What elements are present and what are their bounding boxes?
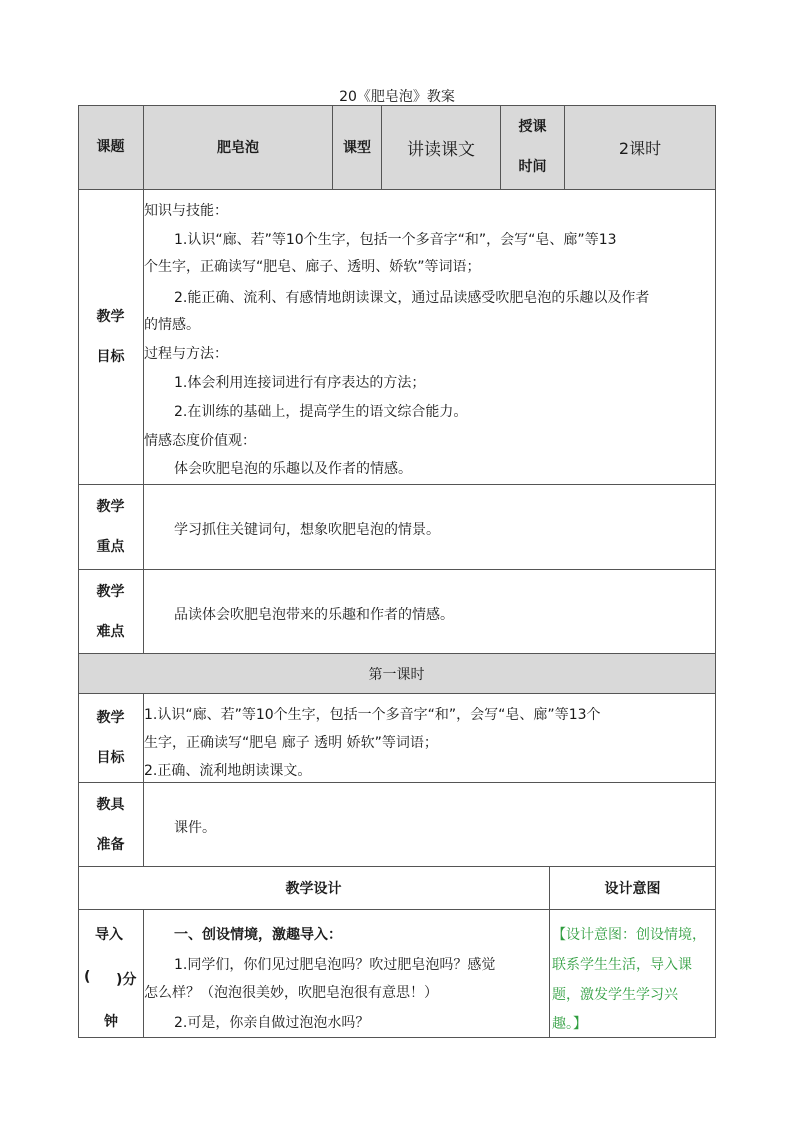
type-value-cell	[382, 105, 501, 190]
intro-label-2-left: (	[84, 969, 91, 985]
intro-line: 2.可是，你亲自做过泡泡水吗？	[174, 1015, 370, 1031]
intent-line: 联系学生生活，导入课	[552, 957, 692, 973]
intro-label-cell	[78, 910, 144, 1038]
key-points-text: 学习抓住关键词句，想象吹肥皂泡的情景。	[174, 522, 440, 538]
intro-intent-cell	[550, 910, 716, 1038]
time-label-2: 时间	[518, 159, 547, 175]
prep-label-2: 准备	[96, 836, 125, 853]
goals-content-cell	[144, 190, 716, 485]
design-header-cell	[78, 867, 550, 910]
prep-content-cell	[144, 783, 716, 867]
time-value: 2课时	[618, 138, 662, 158]
topic-value-cell	[144, 105, 333, 190]
type-value: 讲读课文	[407, 139, 475, 160]
intent-line: 【设计意图：创设情境，	[552, 927, 706, 943]
intro-line: 1.同学们，你们见过肥皂泡吗？吹过肥皂泡吗？感觉	[174, 957, 496, 973]
prep-text: 课件。	[174, 820, 216, 836]
lesson-goals-line: 2.正确、流利地朗读课文。	[144, 763, 312, 779]
goals-line: 的情感。	[144, 317, 200, 333]
goals-label-1: 教学	[96, 309, 125, 325]
key-points-label-2: 重点	[96, 539, 125, 555]
goals-label-2: 目标	[96, 349, 125, 365]
time-label-1: 授课	[518, 119, 547, 135]
goals-line: 1.认识“廊、若”等10个生字，包括一个多音字“和”，会写“皂、廊”等13	[174, 232, 617, 248]
key-points-label-cell	[78, 485, 144, 570]
goals-line: 2.能正确、流利、有感情地朗读课文，通过品读感受吹肥皂泡的乐趣以及作者	[174, 290, 650, 306]
lesson-goals-label-1: 教学	[96, 710, 125, 726]
difficulties-text: 品读体会吹肥皂泡带来的乐趣和作者的情感。	[174, 607, 454, 623]
goals-label-cell	[78, 190, 144, 485]
intro-line: 怎么样？（泡泡很美妙，吹肥皂泡很有意思！）	[144, 985, 438, 1001]
goals-line: 体会吹肥皂泡的乐趣以及作者的情感。	[174, 461, 412, 477]
goals-line: 知识与技能：	[144, 203, 228, 219]
type-label-cell	[333, 105, 382, 190]
lesson-header-cell	[78, 654, 716, 694]
lesson-goals-label-2: 目标	[96, 750, 125, 766]
type-label: 课型	[343, 140, 371, 156]
difficulties-label-1: 教学	[96, 583, 125, 600]
goals-line: 过程与方法：	[144, 346, 228, 362]
goals-line: 个生字，正确读写“肥皂、廊子、透明、娇软”等词语；	[144, 259, 481, 275]
goals-line: 2.在训练的基础上，提高学生的语文综合能力。	[174, 404, 468, 420]
lesson-goals-label-cell	[78, 694, 144, 783]
lesson-header: 第一课时	[368, 666, 425, 683]
intro-label-2-right: )分	[116, 972, 137, 988]
topic-value: 肥皂泡	[217, 140, 259, 156]
intro-content-cell	[144, 910, 550, 1038]
difficulties-label-2: 难点	[96, 623, 125, 640]
lesson-goals-line: 生字，正确读写“肥皂 廊子 透明 娇软”等词语；	[144, 735, 438, 751]
intro-label-3: 钟	[104, 1014, 118, 1030]
prep-label-cell	[78, 783, 144, 867]
page-title: 20《肥皂泡》教案	[339, 89, 455, 105]
intent-header: 设计意图	[604, 881, 661, 897]
lesson-plan-table	[78, 105, 716, 1038]
intro-line: 一、创设情境，激趣导入：	[174, 927, 342, 943]
goals-line: 1.体会利用连接词进行有序表达的方法；	[174, 375, 426, 391]
key-points-label-1: 教学	[96, 499, 125, 515]
topic-label-cell	[78, 105, 144, 190]
topic-label: 课题	[96, 139, 125, 155]
lesson-goals-line: 1.认识“廊、若”等10个生字，包括一个多音字“和”，会写“皂、廊”等13个	[144, 707, 601, 723]
intent-header-cell	[550, 867, 716, 910]
difficulties-content-cell	[144, 570, 716, 654]
intent-line: 趣。】	[552, 1016, 587, 1032]
key-points-content-cell	[144, 485, 716, 570]
difficulties-label-cell	[78, 570, 144, 654]
goals-line: 情感态度价值观：	[144, 433, 256, 449]
time-label-cell	[501, 105, 565, 190]
lesson-goals-content-cell	[144, 694, 716, 783]
intent-line: 题，激发学生学习兴	[552, 987, 678, 1003]
intro-label-1: 导入	[95, 927, 123, 943]
prep-label-1: 教具	[96, 796, 125, 813]
design-header: 教学设计	[285, 881, 342, 897]
time-value-cell	[565, 105, 716, 190]
